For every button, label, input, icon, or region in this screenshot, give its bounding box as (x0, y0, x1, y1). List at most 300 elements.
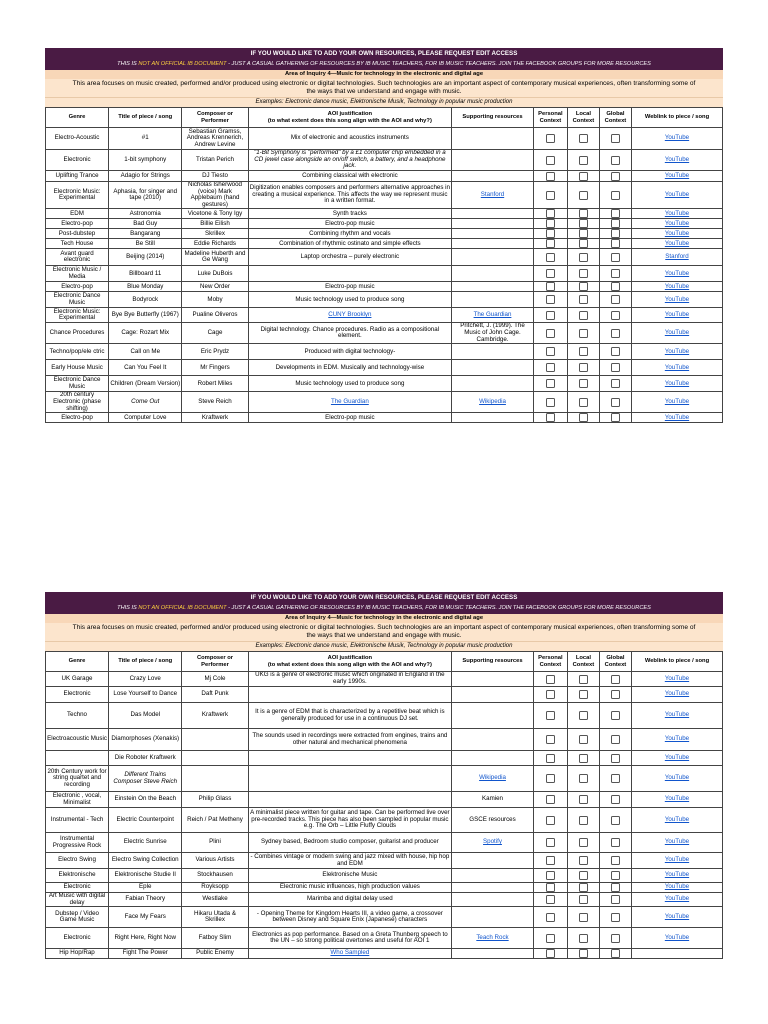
weblink-cell[interactable]: YouTube (631, 928, 722, 949)
supporting-resource-cell (452, 672, 534, 687)
personal-context-checkbox[interactable] (546, 934, 555, 943)
genre-cell (46, 751, 109, 766)
global-context-cell (599, 766, 631, 792)
table-row (46, 703, 723, 729)
aoi-justification-cell: It is a genre of EDM that is characterized by a repetitive beat which is generally produced for use in a continuous DJ set. (248, 703, 452, 729)
global-context-checkbox[interactable] (611, 413, 620, 422)
composer-cell: Tristan Perich (182, 150, 248, 171)
title-cell: Different Trains Composer Steve Reich (109, 766, 182, 792)
aoi-description: This area focuses on music created, performed and/or produced using electronic or digital technologies. Such technologies are an important aspect of contemporary musical experiences, often transforming some of the ways that we understand and engage with music. (45, 623, 723, 641)
global-context-cell (599, 869, 631, 883)
global-context-checkbox[interactable] (611, 134, 620, 143)
title-cell: Right Here, Right Now (109, 928, 182, 949)
global-context-checkbox[interactable] (611, 269, 620, 278)
aoi-justification-cell: Sydney based, Bedroom studio composer, guitarist and producer (248, 833, 452, 853)
global-context-checkbox[interactable] (611, 690, 620, 699)
personal-context-checkbox[interactable] (546, 134, 555, 143)
local-context-checkbox[interactable] (579, 239, 588, 248)
global-context-checkbox[interactable] (611, 398, 620, 407)
genre-cell: Chance Procedures (46, 323, 109, 344)
personal-context-checkbox[interactable] (546, 838, 555, 847)
local-context-checkbox[interactable] (579, 774, 588, 783)
local-context-cell (567, 128, 599, 150)
personal-context-cell (533, 249, 567, 266)
disclaimer-banner: THIS IS NOT AN OFFICIAL IB DOCUMENT - JUST A CASUAL GATHERING OF RESOURCES BY IB MUSIC TEACHERS, FOR IB MUSIC TEACHERS. JOIN THE FACEBOOK GROUPS FOR MORE RESOURCES (45, 603, 723, 614)
personal-context-checkbox[interactable] (546, 913, 555, 922)
local-context-checkbox[interactable] (579, 209, 588, 218)
local-context-checkbox[interactable] (579, 311, 588, 320)
personal-context-cell (533, 766, 567, 792)
genre-cell: Electronic Music / Media (46, 266, 109, 282)
composer-cell: Moby (182, 292, 248, 308)
local-context-checkbox[interactable] (579, 191, 588, 200)
genre-cell: EDM (46, 209, 109, 219)
local-context-checkbox[interactable] (579, 219, 588, 228)
weblink-cell[interactable]: YouTube (631, 392, 722, 413)
personal-context-checkbox[interactable] (546, 282, 555, 291)
genre-cell: Electronic Music: Experimental (46, 182, 109, 209)
supporting-resource-cell (452, 150, 534, 171)
local-context-checkbox[interactable] (579, 398, 588, 407)
global-context-cell (599, 883, 631, 893)
local-context-checkbox[interactable] (579, 172, 588, 181)
personal-context-checkbox[interactable] (546, 895, 555, 904)
supporting-resource-cell (452, 249, 534, 266)
composer-cell: Hikaru Utada & Skrillex (182, 907, 248, 928)
personal-context-checkbox[interactable] (546, 413, 555, 422)
supporting-resource-cell (452, 907, 534, 928)
local-context-cell (567, 853, 599, 869)
composer-cell (182, 751, 248, 766)
local-context-checkbox[interactable] (579, 690, 588, 699)
weblink-cell[interactable]: YouTube (631, 893, 722, 907)
weblink-cell[interactable]: YouTube (631, 150, 722, 171)
personal-context-checkbox[interactable] (546, 871, 555, 880)
global-context-checkbox[interactable] (611, 295, 620, 304)
global-context-cell (599, 703, 631, 729)
col-aoi: AOI justification (to what extent does this song align with the AOI and why?) (248, 108, 452, 128)
col-composer: Composer or Performer (182, 652, 248, 672)
supporting-resource-cell[interactable]: Teach Rock (452, 928, 534, 949)
local-context-checkbox[interactable] (579, 816, 588, 825)
composer-cell: Luke DuBois (182, 266, 248, 282)
table-row (46, 907, 723, 928)
personal-context-checkbox[interactable] (546, 295, 555, 304)
local-context-cell (567, 792, 599, 808)
global-context-cell (599, 229, 631, 239)
title-cell: Beijing (2014) (109, 249, 182, 266)
local-context-checkbox[interactable] (579, 379, 588, 388)
local-context-cell (567, 182, 599, 209)
weblink-cell[interactable]: YouTube (631, 344, 722, 360)
personal-context-cell (533, 413, 567, 423)
global-context-checkbox[interactable] (611, 379, 620, 388)
table-row (46, 292, 723, 308)
personal-context-cell (533, 949, 567, 959)
weblink-cell[interactable]: YouTube (631, 266, 722, 282)
aoi-justification-cell: Developments in EDM. Musically and technology-wise (248, 360, 452, 376)
global-context-cell (599, 853, 631, 869)
title-cell: Bangarang (109, 229, 182, 239)
local-context-checkbox[interactable] (579, 347, 588, 356)
title-cell: 1-bit symphony (109, 150, 182, 171)
aoi-title: Area of Inquiry 4—Music for technology in the electronic and digital age (45, 614, 723, 623)
local-context-checkbox[interactable] (579, 883, 588, 892)
title-cell: Einstein On the Beach (109, 792, 182, 808)
weblink-cell[interactable]: Stanford (631, 249, 722, 266)
weblink-cell[interactable]: YouTube (631, 360, 722, 376)
table-row (46, 808, 723, 833)
local-context-checkbox[interactable] (579, 229, 588, 238)
weblink-cell[interactable]: YouTube (631, 171, 722, 182)
local-context-cell (567, 171, 599, 182)
local-context-checkbox[interactable] (579, 895, 588, 904)
aoi-justification-cell[interactable]: CUNY Brooklyn (248, 308, 452, 323)
genre-cell: 20th Century work for string quartet and recording (46, 766, 109, 792)
personal-context-cell (533, 360, 567, 376)
personal-context-checkbox[interactable] (546, 690, 555, 699)
global-context-cell (599, 949, 631, 959)
personal-context-checkbox[interactable] (546, 856, 555, 865)
genre-cell: Early House Music (46, 360, 109, 376)
personal-context-checkbox[interactable] (546, 269, 555, 278)
aoi-justification-cell[interactable]: The Guardian (248, 392, 452, 413)
weblink-cell[interactable]: YouTube (631, 413, 722, 423)
col-personal: Personal Context (533, 652, 567, 672)
supporting-resource-cell (452, 229, 534, 239)
personal-context-cell (533, 323, 567, 344)
aoi-justification-cell: Mix of electronic and acoustics instruments (248, 128, 452, 150)
genre-cell: Electronic Music: Experimental (46, 308, 109, 323)
local-context-checkbox[interactable] (579, 675, 588, 684)
composer-cell: Nicholas Isherwood (voice) Mark Applebaum (hand gestures) (182, 182, 248, 209)
personal-context-checkbox[interactable] (546, 398, 555, 407)
global-context-checkbox[interactable] (611, 239, 620, 248)
local-context-checkbox[interactable] (579, 871, 588, 880)
composer-cell: Kraftwerk (182, 413, 248, 423)
local-context-checkbox[interactable] (579, 253, 588, 262)
aoi-description: This area focuses on music created, performed and/or produced using electronic or digital technologies. Such technologies are an important aspect of contemporary musical experiences, often transforming some of the ways that we understand and engage with music. (45, 79, 723, 97)
local-context-checkbox[interactable] (579, 329, 588, 338)
title-cell: Die Roboter Kraftwerk (109, 751, 182, 766)
global-context-checkbox[interactable] (611, 711, 620, 720)
local-context-cell (567, 266, 599, 282)
local-context-checkbox[interactable] (579, 795, 588, 804)
title-cell: Lose Yourself to Dance (109, 687, 182, 703)
personal-context-cell (533, 128, 567, 150)
table-row (46, 392, 723, 413)
personal-context-checkbox[interactable] (546, 239, 555, 248)
table-row (46, 266, 723, 282)
personal-context-checkbox[interactable] (546, 156, 555, 165)
global-context-checkbox[interactable] (611, 883, 620, 892)
global-context-checkbox[interactable] (611, 838, 620, 847)
global-context-cell (599, 209, 631, 219)
aoi-justification-cell: A minimalist piece written for guitar and tape. Can be performed live over pre-recorded tracks. This piece has also been sampled in popular music e.g. The Orb – Little Fluffy Clouds (248, 808, 452, 833)
title-cell: Come Out (109, 392, 182, 413)
local-context-checkbox[interactable] (579, 913, 588, 922)
weblink-cell[interactable]: YouTube (631, 182, 722, 209)
local-context-checkbox[interactable] (579, 949, 588, 958)
resource-table-1 (45, 107, 723, 423)
title-cell: Blue Monday (109, 282, 182, 292)
global-context-checkbox[interactable] (611, 675, 620, 684)
personal-context-cell (533, 687, 567, 703)
supporting-resource-cell[interactable]: The Guardian (452, 308, 534, 323)
global-context-checkbox[interactable] (611, 311, 620, 320)
local-context-cell (567, 928, 599, 949)
global-context-checkbox[interactable] (611, 363, 620, 372)
global-context-cell (599, 171, 631, 182)
title-cell: Cage: Rozart Mix (109, 323, 182, 344)
col-local: Local Context (567, 108, 599, 128)
personal-context-cell (533, 171, 567, 182)
local-context-checkbox[interactable] (579, 413, 588, 422)
genre-cell: Art Music with digital delay (46, 893, 109, 907)
global-context-checkbox[interactable] (611, 253, 620, 262)
global-context-checkbox[interactable] (611, 895, 620, 904)
personal-context-checkbox[interactable] (546, 883, 555, 892)
personal-context-checkbox[interactable] (546, 363, 555, 372)
local-context-checkbox[interactable] (579, 363, 588, 372)
weblink-cell[interactable]: YouTube (631, 808, 722, 833)
weblink-cell[interactable]: YouTube (631, 376, 722, 392)
personal-context-cell (533, 219, 567, 229)
supporting-resource-cell (452, 209, 534, 219)
weblink-cell[interactable]: YouTube (631, 883, 722, 893)
personal-context-checkbox[interactable] (546, 675, 555, 684)
personal-context-checkbox[interactable] (546, 816, 555, 825)
global-context-checkbox[interactable] (611, 172, 620, 181)
edit-access-banner: IF YOU WOULD LIKE TO ADD YOUR OWN RESOURCES, PLEASE REQUEST EDIT ACCESS (45, 48, 723, 59)
global-context-cell (599, 893, 631, 907)
local-context-checkbox[interactable] (579, 156, 588, 165)
personal-context-checkbox[interactable] (546, 229, 555, 238)
title-cell: Face My Fears (109, 907, 182, 928)
global-context-checkbox[interactable] (611, 209, 620, 218)
global-context-checkbox[interactable] (611, 347, 620, 356)
global-context-checkbox[interactable] (611, 856, 620, 865)
personal-context-checkbox[interactable] (546, 219, 555, 228)
local-context-checkbox[interactable] (579, 754, 588, 763)
aoi-justification-cell: Synth tracks (248, 209, 452, 219)
global-context-checkbox[interactable] (611, 774, 620, 783)
genre-cell: Elektronische (46, 869, 109, 883)
personal-context-cell (533, 182, 567, 209)
genre-cell: 20th century Electronic (phase shifting) (46, 392, 109, 413)
col-composer: Composer or Performer (182, 108, 248, 128)
local-context-checkbox[interactable] (579, 838, 588, 847)
weblink-cell[interactable]: YouTube (631, 766, 722, 792)
composer-cell: Royksopp (182, 883, 248, 893)
local-context-cell (567, 308, 599, 323)
local-context-checkbox[interactable] (579, 711, 588, 720)
global-context-checkbox[interactable] (611, 816, 620, 825)
weblink-cell[interactable]: YouTube (631, 229, 722, 239)
personal-context-checkbox[interactable] (546, 379, 555, 388)
personal-context-checkbox[interactable] (546, 191, 555, 200)
weblink-cell[interactable]: YouTube (631, 209, 722, 219)
local-context-cell (567, 323, 599, 344)
col-weblink: Weblink to piece / song (631, 652, 722, 672)
weblink-cell[interactable]: YouTube (631, 292, 722, 308)
global-context-cell (599, 282, 631, 292)
local-context-checkbox[interactable] (579, 934, 588, 943)
local-context-cell (567, 949, 599, 959)
weblink-cell[interactable]: YouTube (631, 239, 722, 249)
resource-sheet-1 (45, 48, 723, 423)
global-context-checkbox[interactable] (611, 282, 620, 291)
weblink-cell[interactable]: YouTube (631, 128, 722, 150)
weblink-cell[interactable]: YouTube (631, 853, 722, 869)
weblink-cell[interactable]: YouTube (631, 219, 722, 229)
table-row (46, 751, 723, 766)
global-context-checkbox[interactable] (611, 229, 620, 238)
aoi-justification-cell[interactable]: Who Sampled (248, 949, 452, 959)
global-context-checkbox[interactable] (611, 871, 620, 880)
genre-cell: Electroacoustic Music (46, 729, 109, 751)
local-context-cell (567, 376, 599, 392)
supporting-resource-cell (452, 266, 534, 282)
local-context-checkbox[interactable] (579, 282, 588, 291)
composer-cell: Sebastian Gramss, Andreas Krennerich, Andrew Levine (182, 128, 248, 150)
weblink-cell[interactable]: YouTube (631, 308, 722, 323)
supporting-resource-cell (452, 344, 534, 360)
personal-context-cell (533, 308, 567, 323)
personal-context-cell (533, 833, 567, 853)
personal-context-cell (533, 907, 567, 928)
global-context-checkbox[interactable] (611, 329, 620, 338)
local-context-checkbox[interactable] (579, 735, 588, 744)
aoi-justification-cell (248, 751, 452, 766)
col-genre: Genre (46, 108, 109, 128)
col-personal: Personal Context (533, 108, 567, 128)
personal-context-checkbox[interactable] (546, 754, 555, 763)
personal-context-checkbox[interactable] (546, 949, 555, 958)
supporting-resource-cell[interactable]: Spotify (452, 833, 534, 853)
global-context-checkbox[interactable] (611, 795, 620, 804)
aoi-justification-cell: Electro-pop music (248, 282, 452, 292)
weblink-cell[interactable]: YouTube (631, 907, 722, 928)
weblink-cell[interactable]: YouTube (631, 323, 722, 344)
weblink-cell[interactable]: YouTube (631, 833, 722, 853)
global-context-cell (599, 672, 631, 687)
local-context-cell (567, 893, 599, 907)
global-context-cell (599, 182, 631, 209)
table-row (46, 128, 723, 150)
weblink-cell[interactable]: YouTube (631, 703, 722, 729)
weblink-cell[interactable]: YouTube (631, 869, 722, 883)
aoi-justification-cell (248, 266, 452, 282)
aoi-justification-cell (248, 792, 452, 808)
composer-cell: Kraftwerk (182, 703, 248, 729)
personal-context-cell (533, 729, 567, 751)
genre-cell: Instrumental - Tech (46, 808, 109, 833)
personal-context-cell (533, 792, 567, 808)
personal-context-checkbox[interactable] (546, 209, 555, 218)
genre-cell: Avant guard electronic (46, 249, 109, 266)
composer-cell: Plini (182, 833, 248, 853)
local-context-cell (567, 292, 599, 308)
weblink-cell[interactable] (631, 949, 722, 959)
title-cell: Call on Me (109, 344, 182, 360)
global-context-checkbox[interactable] (611, 934, 620, 943)
genre-cell: Techno (46, 703, 109, 729)
personal-context-cell (533, 853, 567, 869)
personal-context-checkbox[interactable] (546, 795, 555, 804)
supporting-resource-cell[interactable]: Stanford (452, 182, 534, 209)
title-cell: Fabian Theory (109, 893, 182, 907)
global-context-checkbox[interactable] (611, 754, 620, 763)
composer-cell (182, 729, 248, 751)
global-context-cell (599, 344, 631, 360)
personal-context-checkbox[interactable] (546, 735, 555, 744)
local-context-cell (567, 344, 599, 360)
title-cell: Bye Bye Butterfly (1967) (109, 308, 182, 323)
title-cell: Can You Feel It (109, 360, 182, 376)
table-row (46, 239, 723, 249)
personal-context-checkbox[interactable] (546, 711, 555, 720)
global-context-cell (599, 308, 631, 323)
genre-cell: Hip Hop/Rap (46, 949, 109, 959)
personal-context-checkbox[interactable] (546, 253, 555, 262)
weblink-cell[interactable]: YouTube (631, 792, 722, 808)
weblink-cell[interactable]: YouTube (631, 729, 722, 751)
local-context-checkbox[interactable] (579, 269, 588, 278)
global-context-checkbox[interactable] (611, 156, 620, 165)
aoi-justification-cell: Combining rhythm and vocals (248, 229, 452, 239)
global-context-checkbox[interactable] (611, 949, 620, 958)
genre-cell: Electronic (46, 883, 109, 893)
supporting-resource-cell[interactable]: Wikipedia (452, 766, 534, 792)
personal-context-checkbox[interactable] (546, 347, 555, 356)
global-context-checkbox[interactable] (611, 191, 620, 200)
personal-context-cell (533, 282, 567, 292)
supporting-resource-cell (452, 703, 534, 729)
local-context-cell (567, 808, 599, 833)
title-cell: Das Model (109, 703, 182, 729)
personal-context-checkbox[interactable] (546, 774, 555, 783)
weblink-cell[interactable]: YouTube (631, 282, 722, 292)
weblink-cell[interactable]: YouTube (631, 751, 722, 766)
aoi-justification-cell: Combination of rhythmic ostinato and simple effects (248, 239, 452, 249)
weblink-cell[interactable]: YouTube (631, 687, 722, 703)
local-context-cell (567, 883, 599, 893)
genre-cell: Tech House (46, 239, 109, 249)
local-context-checkbox[interactable] (579, 134, 588, 143)
supporting-resource-cell[interactable]: Wikipedia (452, 392, 534, 413)
personal-context-checkbox[interactable] (546, 172, 555, 181)
personal-context-checkbox[interactable] (546, 329, 555, 338)
local-context-checkbox[interactable] (579, 856, 588, 865)
local-context-checkbox[interactable] (579, 295, 588, 304)
aoi-justification-cell: Music technology used to produce song (248, 292, 452, 308)
title-cell: Bodyrock (109, 292, 182, 308)
title-cell: Astronomia (109, 209, 182, 219)
global-context-cell (599, 808, 631, 833)
personal-context-checkbox[interactable] (546, 311, 555, 320)
genre-cell: UK Garage (46, 672, 109, 687)
global-context-checkbox[interactable] (611, 913, 620, 922)
global-context-checkbox[interactable] (611, 735, 620, 744)
personal-context-cell (533, 150, 567, 171)
global-context-checkbox[interactable] (611, 219, 620, 228)
personal-context-cell (533, 239, 567, 249)
personal-context-cell (533, 266, 567, 282)
weblink-cell[interactable]: YouTube (631, 672, 722, 687)
local-context-cell (567, 833, 599, 853)
local-context-cell (567, 672, 599, 687)
